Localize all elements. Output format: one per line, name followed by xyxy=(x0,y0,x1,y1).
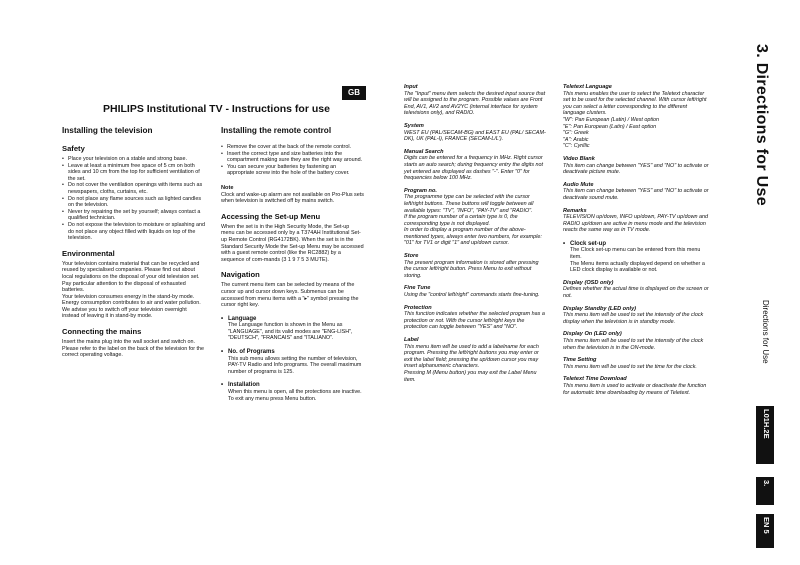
option-line: "G": Greek xyxy=(563,130,589,137)
heading-display-osd: Display (OSD only) xyxy=(563,279,614,286)
heading-installation: • Installation xyxy=(221,382,364,389)
heading-input: Input xyxy=(404,84,418,90)
paragraph: If the program number of a certain type is 0, the corresponding type is not displayed. xyxy=(404,214,518,227)
chapter-label: 3. xyxy=(762,480,771,487)
heading-note: Note xyxy=(221,184,234,191)
heading-safety: Safety xyxy=(62,144,85,153)
paragraph: In order to display a program number of the above-mentioned types, always enter two numbers, for example: "01" for TV1 or digit "1" and up/down cursor. xyxy=(404,227,542,247)
heading-display-standby: Display Standby (LED only) xyxy=(563,305,637,312)
list-item: • You can secure your batteries by fastening an appropriate screw into the hole of the battery cover. xyxy=(221,164,364,177)
heading-program-no: Program no. xyxy=(404,187,437,194)
list-item: • Do not place any flame sources such as lighted candles on the television. xyxy=(62,196,205,209)
column-teletext-clock xyxy=(563,84,710,396)
paragraph: When this menu is open, all the protections are inactive. To exit any menu press Menu button. xyxy=(228,389,362,402)
heading-installing-television: Installing the television xyxy=(62,126,153,135)
paragraph: This menu enables the user to select the Teletext character set to be used for the selected channel. With cursor left/right you can select a letter corresponding to the different language clusters. xyxy=(563,90,707,117)
column-installation-items xyxy=(404,84,547,383)
heading-clock-setup: • Clock set-up xyxy=(563,241,710,248)
paragraph: This menu item will be used to set the intensity of the clock display when the television is in standby mode. xyxy=(563,312,704,325)
heading-language: • Language xyxy=(221,316,364,323)
paragraph: Clock and wake-up alarm are not available on Pro-Plus sets when television is switched off by mains switch. xyxy=(221,191,364,205)
paragraph: This item can change between "YES" and "NO" to activate or deactivate picture mute. xyxy=(563,162,709,176)
paragraph: We advise you to switch off your television overnight instead of leaving it in stand-by mode. xyxy=(62,306,187,320)
paragraph: This menu item will be used to set the time for the clock. xyxy=(563,363,697,370)
page-number-label: EN 5 xyxy=(762,517,771,534)
option-line: "W": Pan European (Latin) / West option xyxy=(563,116,660,123)
heading-connecting-mains: Connecting the mains xyxy=(62,327,142,337)
heading-installing-remote: Installing the remote control xyxy=(221,126,332,135)
heading-fine-tune: Fine Tune xyxy=(404,285,431,292)
column-remote-control xyxy=(221,126,364,402)
paragraph: This menu item will be used to add a labelname for each program. Pressing the left/right buttons you may enter or exit the label field; pressing the up/down cursor you may insert alphanumeric characters. xyxy=(404,343,539,370)
heading-system: System xyxy=(404,122,424,129)
paragraph: The Language function is shown in the Menu as "LANGUAGE", and its valid modes are "ENG-LISH", "DEUTSCH", "FRANCAIS" and "ITALIANO". xyxy=(228,322,353,342)
paragraph: Pay particular attention to the disposal of exhausted batteries. xyxy=(62,280,186,294)
paragraph: When the set is in the High Security Mode, the Set-up menu can be accessed only by a T374AH Institutional Set-up Remote Control (RG4172BK). When the set is in the Standard Security Mode the Set-up Menu may be accessed with a guest remote control (like the RC2882) by a sequence of com-mands (3 1 9 7 5 3 MUTE). xyxy=(221,223,364,263)
paragraph: This item can change between "YES" and "NO" to activate or deactivate sound mute. xyxy=(563,188,709,201)
heading-store: Store xyxy=(404,253,419,260)
paragraph: Your television consumes energy in the stand-by mode. xyxy=(62,293,195,300)
list-item: • Place your television on a stable and strong base. xyxy=(62,156,205,163)
paragraph: Pressing M (Menu button) you may exit the Label Menu item. xyxy=(404,369,537,383)
paragraph: The current menu item can be selected by means of the cursor up and cursor down keys. Submenus can be accessed from menu items with a "▸" symbol pressing the cursor right key. xyxy=(221,282,359,309)
heading-accessing-setup: Accessing the Set-up Menu xyxy=(221,211,321,221)
option-line: "C": Cyrillic xyxy=(563,143,590,150)
chapter-tab xyxy=(756,477,774,505)
paragraph: The programme type can be selected with the cursor left/right buttons. These buttons will toggle between all available types: "TV", "INFO", "PAY-TV" and "RADIO". xyxy=(404,194,534,214)
paragraph: Insert the mains plug into the wall socket and switch on. Please refer to the label on the back of the television for the correct operating voltage. xyxy=(62,339,205,359)
heading-video-blank: Video Blank xyxy=(563,155,595,162)
paragraph: The "Input" menu item selects the desired input source that will be assigned to the program. Possible values are Front End, AV1, AV2 and AV2YC (internal interface for system televisions only), and RADIO. xyxy=(404,90,546,117)
heading-manual-search: Manual Search xyxy=(404,148,444,155)
paragraph: Energy consumption contributes to air and water pollution. xyxy=(62,300,201,307)
paragraph: This menu item is used to activate or deactivate the function for automatic time downloading by means of Teletext. xyxy=(563,382,707,396)
paragraph: This function indicates whether the selected program has a protection or not. With the cursor left/right keys the protection can toggle between "YES" and "NO". xyxy=(404,311,545,331)
paragraph: This menu item will be used to set the intensity of the clock when the television is in the ON-mode. xyxy=(563,338,704,351)
paragraph: The Menu items actually displayed depend on whether a LED clock display is available or not. xyxy=(570,260,705,274)
heading-navigation: Navigation xyxy=(221,270,260,280)
list-item: • Insert the correct type and size batteries into the compartment making sure they are the right way around. xyxy=(221,151,364,164)
paragraph: WEST EU (PAL/SECAM-BG) and EAST EU (PAL/ SECAM-DK), UK (PAL-I), FRANCE (SECAM-L/L'). xyxy=(404,129,546,143)
paragraph: Your television contains material that can be recycled and reused by specialised companies. Please find out about local regulations on the disposal of your old television set. xyxy=(62,260,200,280)
option-line: "E": Pan European (Latin) / East option xyxy=(563,123,657,130)
page-number-tab xyxy=(756,514,774,548)
model-label: L01H.2E xyxy=(762,409,771,439)
document-title: PHILIPS Institutional TV - Instructions for use xyxy=(103,103,330,115)
chapter-heading-vertical xyxy=(710,44,770,254)
list-item: • Leave at least a minimum free space of 5 cm on both sides and 10 cm from the top for sufficient ventilation of the set. xyxy=(62,163,205,183)
option-line: "A": Arabic xyxy=(563,136,589,143)
column-installing-television xyxy=(62,126,205,359)
heading-audio-mute: Audio Mute xyxy=(563,181,594,188)
heading-time-setting: Time Setting xyxy=(563,357,597,364)
running-title-text: Directions for Use xyxy=(761,300,770,364)
heading-display-on: Display On (LED only) xyxy=(563,331,622,338)
chapter-heading-text: 3. Directions for Use xyxy=(753,44,770,206)
heading-protection: Protection xyxy=(404,304,432,311)
remote-list xyxy=(221,144,364,177)
running-title-vertical xyxy=(756,300,770,370)
model-tab xyxy=(756,406,774,464)
heading-label: Label xyxy=(404,337,419,343)
heading-remarks: Remarks xyxy=(563,207,587,214)
heading-teletext-language: Teletext Language xyxy=(563,84,612,90)
list-item: • Remove the cover at the back of the remote control. xyxy=(221,144,364,151)
paragraph: The present program information is stored after pressing the cursor left/right button. Press Menu to exit without storing. xyxy=(404,259,539,279)
list-item: • Do not cover the ventilation openings with items such as newspapers, cloths, curtains, etc. xyxy=(62,182,205,195)
paragraph: The Clock set-up menu can be entered from this menu item. xyxy=(570,247,701,261)
list-item: • Do not expose the television to moisture or splashing and do not place any object filled with liquids on top of the television. xyxy=(62,222,205,242)
paragraph: Defines whether the actual time is displayed on the screen or not. xyxy=(563,286,709,300)
paragraph: This sub menu allows setting the number of television, PAY-TV Radio and Info programs. The overall maximum number of programs is 125. xyxy=(228,355,362,375)
safety-list xyxy=(62,156,205,242)
paragraph: Using the "control left/right" commands starts fine-tuning. xyxy=(404,292,540,299)
paragraph: Digits can be entered for a frequency in MHz. Right cursor starts an auto search; during frequency entry the digits not yet entered are displayed as dashes "-". Enter "0" for frequencies below 100 MHz. xyxy=(404,155,544,182)
heading-environmental: Environmental xyxy=(62,248,115,258)
heading-teletext-time-download: Teletext Time Download xyxy=(563,376,627,383)
list-item: • Never try repairing the set by yourself; always contact a qualified technician. xyxy=(62,209,205,222)
heading-no-of-programs: • No. of Programs xyxy=(221,349,364,356)
paragraph: TELEVISION up/down, INFO up/down, PAY-TV up/down and RADIO up/down are active in menu mode and the television reacts the same way as in TV mode. xyxy=(563,214,709,234)
language-badge: GB xyxy=(342,86,366,100)
